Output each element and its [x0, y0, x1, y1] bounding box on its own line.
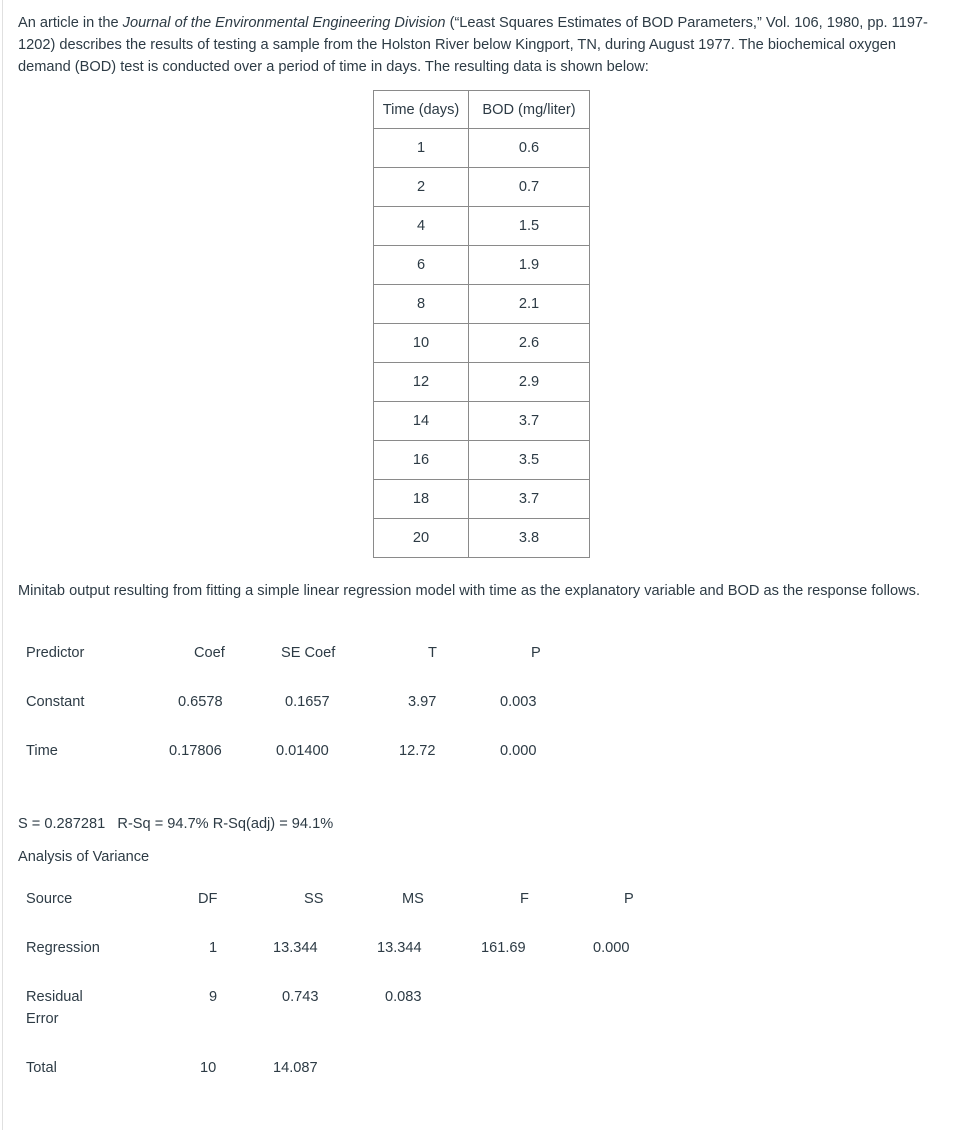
- anova-row-residual-ss: 0.743: [282, 989, 319, 1005]
- time-cell: 14: [374, 402, 469, 441]
- time-cell: 16: [374, 441, 469, 480]
- time-cell: 2: [374, 168, 469, 207]
- time-cell: 1: [374, 129, 469, 168]
- bod-cell: 1.9: [469, 246, 590, 285]
- minitab-intro: Minitab output resulting from fitting a simple linear regression model with time as the explanatory variable and BOD as the response follows.: [18, 583, 921, 599]
- anova-row-residual-ms: 0.083: [385, 989, 422, 1005]
- bod-cell: 3.8: [469, 519, 590, 558]
- coef-row-constant-label: Constant: [26, 694, 85, 710]
- coef-header-t: T: [428, 645, 437, 661]
- coef-row-time-t: 12.72: [399, 743, 436, 759]
- anova-title: Analysis of Variance: [18, 849, 150, 865]
- time-cell: 4: [374, 207, 469, 246]
- anova-row-total-label: Total: [26, 1060, 57, 1076]
- intro-text-start: An article in the: [18, 15, 123, 31]
- anova-row-total-ss: 14.087: [273, 1060, 318, 1076]
- anova-row-regression-f: 161.69: [481, 940, 526, 956]
- bod-cell: 3.7: [469, 402, 590, 441]
- coef-header-coef: Coef: [194, 645, 225, 661]
- coef-row-time-p: 0.000: [500, 743, 537, 759]
- coef-row-constant-t: 3.97: [408, 694, 437, 710]
- bod-cell: 3.5: [469, 441, 590, 480]
- coef-row-time-coef: 0.17806: [169, 743, 222, 759]
- anova-row-regression-ss: 13.344: [273, 940, 318, 956]
- bod-header: BOD (mg/liter): [469, 91, 590, 129]
- anova-row-total-df: 10: [200, 1060, 217, 1076]
- bod-cell: 3.7: [469, 480, 590, 519]
- bod-cell: 1.5: [469, 207, 590, 246]
- coef-row-time-se: 0.01400: [276, 743, 329, 759]
- anova-row-regression-df: 1: [209, 940, 218, 956]
- time-cell: 6: [374, 246, 469, 285]
- time-cell: 18: [374, 480, 469, 519]
- intro-text-rest: (“Least Squares Estimates of BOD Parameters,” Vol. 106, 1980, pp. 1197-1202) describes the results of testing a sample from the Holston River below Kingport, TN, during August 1977. The biochemical oxygen demand (BOD) test is conducted over a period of time in days. The resulting data is shown below:: [18, 15, 928, 75]
- journal-name: Journal of the Environmental Engineering Division: [122, 15, 446, 31]
- time-cell: 10: [374, 324, 469, 363]
- coef-row-constant-p: 0.003: [500, 694, 537, 710]
- bod-cell: 0.7: [469, 168, 590, 207]
- anova-row-regression-ms: 13.344: [377, 940, 422, 956]
- bod-cell: 2.9: [469, 363, 590, 402]
- model-summary-line: S = 0.287281 R-Sq = 94.7% R-Sq(adj) = 94.1%: [18, 816, 334, 832]
- anova-row-residual-df: 9: [209, 989, 218, 1005]
- anova-row-residual-label-line2: Error: [26, 1011, 59, 1027]
- coef-row-time-label: Time: [26, 743, 58, 759]
- anova-header-source: Source: [26, 891, 73, 907]
- time-header: Time (days): [374, 91, 469, 129]
- bod-cell: 0.6: [469, 129, 590, 168]
- anova-row-residual-label: Residual: [26, 989, 83, 1005]
- anova-header-p: P: [624, 891, 634, 907]
- time-cell: 8: [374, 285, 469, 324]
- anova-row-regression-p: 0.000: [593, 940, 630, 956]
- bod-cell: 2.6: [469, 324, 590, 363]
- coef-row-constant-se: 0.1657: [285, 694, 330, 710]
- anova-row-regression-label: Regression: [26, 940, 100, 956]
- anova-header-ss: SS: [304, 891, 324, 907]
- time-cell: 12: [374, 363, 469, 402]
- coef-row-constant-coef: 0.6578: [178, 694, 223, 710]
- coef-header-se-coef: SE Coef: [281, 645, 336, 661]
- anova-header-ms: MS: [402, 891, 424, 907]
- time-cell: 20: [374, 519, 469, 558]
- coef-header-predictor: Predictor: [26, 645, 85, 661]
- anova-header-f: F: [520, 891, 529, 907]
- coef-header-p: P: [531, 645, 541, 661]
- anova-header-df: DF: [198, 891, 218, 907]
- bod-cell: 2.1: [469, 285, 590, 324]
